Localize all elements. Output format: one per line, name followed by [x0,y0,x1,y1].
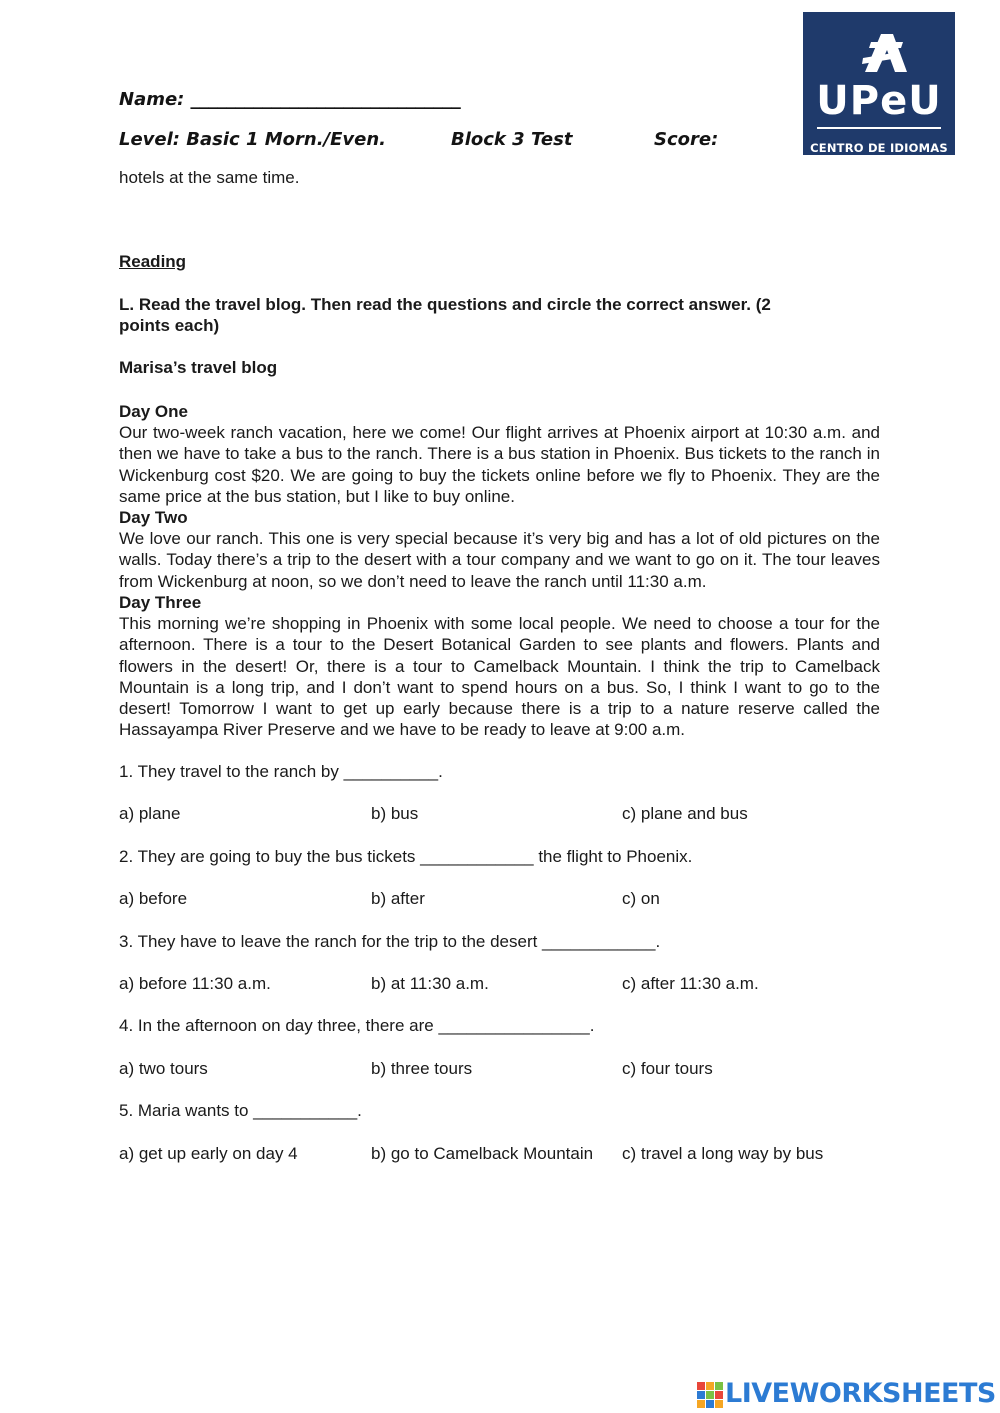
question-3: 3. They have to leave the ranch for the trip to the desert ____________. [119,932,661,951]
question-2-option-a[interactable]: a) before [119,889,188,908]
question-5: 5. Maria wants to ___________. [119,1101,362,1120]
question-1-option-b[interactable]: b) bus [371,804,419,823]
logo-wordmark: UPeU [816,78,942,124]
blog-entry-text: This morning we’re shopping in Phoenix with some local people. We need to choose a tour for the afternoon. There is a tour to the Desert Botanical Garden to see plants and flowers. Plants and flowers in the desert! Or, there is a tour to Camelback Mountain. I think the trip to Camelback Mountain is a long trip, and I don’t want to spend hours on a bus. So, I think I want to go to the desert! Tomorrow I want to get up early because there is a trip to a nature reserve called the Hassayampa River Preserve and we have to be ready to leave at 9:00 a.m. [119,614,880,740]
question-3-option-c[interactable]: c) after 11:30 a.m. [622,974,759,993]
question-5-option-c[interactable]: c) travel a long way by bus [622,1144,824,1163]
question-5-option-a[interactable]: a) get up early on day 4 [119,1144,298,1163]
blog-entry-day-one [119,401,880,507]
logo-divider [817,127,941,129]
question-3-option-a[interactable]: a) before 11:30 a.m. [119,974,271,993]
question-2: 2. They are going to buy the bus tickets ____________ the flight to Phoenix. [119,847,693,866]
blog-entry-heading: Day Three [119,593,202,612]
liveworksheets-text: LIVEWORKSHEETS [725,1378,996,1409]
carryover-text: hotels at the same time. [119,168,300,187]
blog-title: Marisa’s travel blog [119,358,278,377]
blog-entry-text: We love our ranch. This one is very special because it’s very big and has a lot of old pictures on the walls. Today there’s a trip to the desert with a tour company and we want to go on it. The tour leaves from Wickenburg at noon, so we don’t need to leave the ranch until 11:30 a.m. [119,529,880,591]
blog-entry-day-two [119,507,880,592]
logo-subtitle: CENTRO DE IDIOMAS [810,141,948,155]
question-4: 4. In the afternoon on day three, there are ________________. [119,1016,595,1035]
blog-entry-heading: Day Two [119,508,188,527]
question-4-option-a[interactable]: a) two tours [119,1059,208,1078]
blog-entry-text: Our two-week ranch vacation, here we come! Our flight arrives at Phoenix airport at 10:30 a.m. and then we have to take a bus to the ranch. There is a bus station in Phoenix. Bus tickets to the ranch in Wickenburg cost $20. We are going to buy the tickets online before we fly to Phoenix. They are the same price at the bus station, but I like to buy online. [119,423,880,506]
question-2-option-b[interactable]: b) after [371,889,425,908]
block-label: Block 3 Test [451,129,573,150]
liveworksheets-logo-icon [697,1382,723,1408]
instruction-line-2: points each) [119,316,220,335]
instruction-line-1: L. Read the travel blog. Then read the questions and circle the correct answer. (2 [119,295,771,314]
section-title: Reading [119,252,187,271]
name-field-label: Name: ______________________________ [119,89,461,110]
question-1-option-a[interactable]: a) plane [119,804,181,823]
question-1: 1. They travel to the ranch by __________. [119,762,443,781]
upeu-logo [803,12,955,155]
question-4-option-c[interactable]: c) four tours [622,1059,713,1078]
level-label: Level: Basic 1 Morn./Even. [119,129,387,150]
blog-entry-heading: Day One [119,402,188,421]
question-1-option-c[interactable]: c) plane and bus [622,804,748,823]
blog-entry-day-three [119,592,880,740]
question-4-option-b[interactable]: b) three tours [371,1059,473,1078]
question-3-option-b[interactable]: b) at 11:30 a.m. [371,974,489,993]
score-label: Score: [654,129,719,150]
question-5-option-b[interactable]: b) go to Camelback Mountain [371,1144,594,1163]
question-2-option-c[interactable]: c) on [622,889,660,908]
